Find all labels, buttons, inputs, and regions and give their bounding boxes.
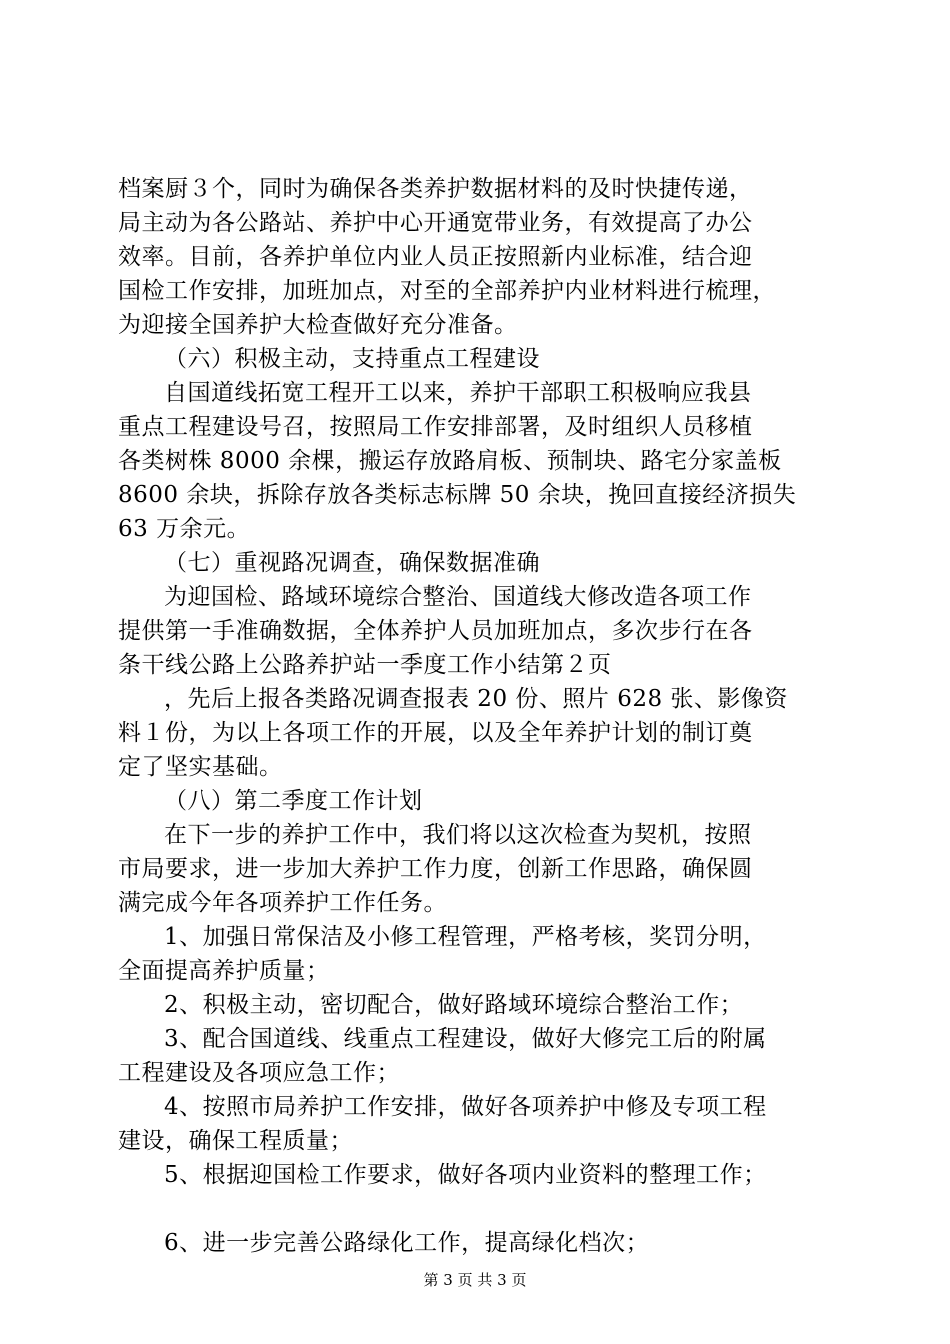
text-line: 建设，确保工程质量；: [118, 1128, 353, 1154]
text-line: 料１份，为以上各项工作的开展，以及全年养护计划的制订奠: [118, 720, 753, 746]
section-heading: （七）重视路况调查，确保数据准确: [164, 550, 540, 576]
text-line: 档案厨３个，同时为确保各类养护数据材料的及时快捷传递，: [118, 176, 753, 202]
text-line: 局主动为各公路站、养护中心开通宽带业务，有效提高了办公: [118, 210, 753, 236]
text-line: 效率。目前，各养护单位内业人员正按照新内业标准，结合迎: [118, 244, 753, 270]
list-item: 6、进一步完善公路绿化工作，提高绿化档次；: [164, 1230, 650, 1256]
list-item: 5、根据迎国检工作要求，做好各项内业资料的整理工作；: [164, 1162, 767, 1188]
list-item: 2、积极主动，密切配合，做好路域环境综合整治工作；: [164, 992, 744, 1018]
text-line: 条干线公路上公路养护站一季度工作小结第２页: [118, 652, 612, 678]
text-line: 为迎国检、路域环境综合整治、国道线大修改造各项工作: [164, 584, 752, 610]
section-heading: （八）第二季度工作计划: [164, 788, 423, 814]
text-line: 在下一步的养护工作中，我们将以这次检查为契机，按照: [164, 822, 752, 848]
text-line: 国检工作安排，加班加点，对至的全部养护内业材料进行梳理，: [118, 278, 776, 304]
page-number: 第 3 页 共 3 页: [423, 1271, 527, 1289]
list-item: 3、配合国道线、线重点工程建设，做好大修完工后的附属: [164, 1026, 767, 1052]
text-line: 重点工程建设号召，按照局工作安排部署，及时组织人员移植: [118, 414, 753, 440]
text-line: 满完成今年各项养护工作任务。: [118, 890, 447, 916]
text-line: 市局要求，进一步加大养护工作力度，创新工作思路，确保圆: [118, 856, 753, 882]
section-heading: （六）积极主动，支持重点工程建设: [164, 346, 540, 372]
list-item: 1、加强日常保洁及小修工程管理，严格考核，奖罚分明，: [164, 924, 767, 950]
text-line: 提供第一手准确数据，全体养护人员加班加点，多次步行在各: [118, 618, 753, 644]
text-line: 为迎接全国养护大检查做好充分准备。: [118, 312, 518, 338]
text-line: 自国道线拓宽工程开工以来，养护干部职工积极响应我县: [164, 380, 752, 406]
text-line: 全面提高养护质量；: [118, 958, 330, 984]
text-line: 定了坚实基础。: [118, 754, 283, 780]
text-line: 63 万余元。: [118, 516, 251, 542]
text-line: 工程建设及各项应急工作；: [118, 1060, 400, 1086]
text-line: 8600 余块，拆除存放各类标志标牌 50 余块，挽回直接经济损失: [118, 482, 797, 508]
text-line: 各类树株 8000 余棵，搬运存放路肩板、预制块、路宅分家盖板: [118, 448, 782, 474]
list-item: 4、按照市局养护工作安排，做好各项养护中修及专项工程: [164, 1094, 767, 1120]
text-line: ，先后上报各类路况调查报表 20 份、照片 628 张、影像资: [164, 686, 788, 712]
